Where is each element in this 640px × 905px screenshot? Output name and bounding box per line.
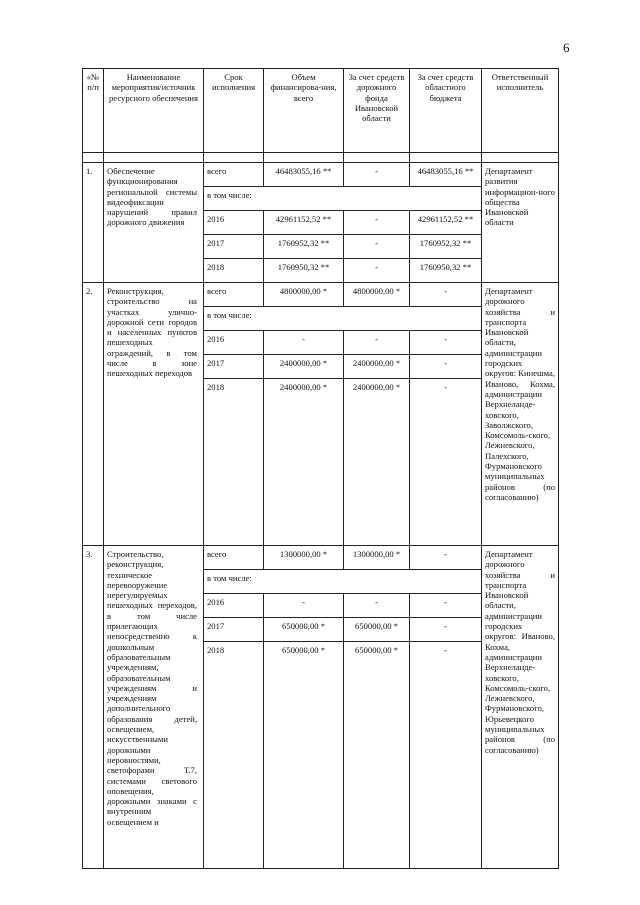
row-num: 3.: [83, 546, 104, 869]
header-road-fund: За счет средств дорожного фонда Ивановской области: [344, 69, 410, 153]
row-responsible: Департамент дорожного хозяйства и транспорта Ивановской области, администрации городских округов: Иваново, Кохма, администрации Верхнеланде-ховского, Комсомоль-ского, Лежневского, Фурмановского, Юрьевецкого муниципальных районов (по согласованию): [482, 546, 559, 869]
row-responsible: Департамент дорожного хозяйства и транспорта Ивановской области, администрации городских округов: Кинешма, Иваново, Кохма, администрации Верхнеланде-ховского, Заволжского, Комсомоль-ского, Лежневского, Палехского, Фурмановского муниципальных районов (по согласованию): [482, 283, 559, 546]
in-total-label: в том числе:: [204, 570, 482, 594]
period-total: 650000,00 *: [264, 642, 344, 869]
period-term: 2016: [204, 331, 264, 355]
period-total: 2400000,00 *: [264, 355, 344, 379]
period-total: 46483055,16 **: [264, 163, 344, 187]
period-total: 2400000,00 *: [264, 379, 344, 546]
period-term: 2018: [204, 259, 264, 283]
period-regional: -: [410, 331, 482, 355]
header-responsible: Ответственный исполнитель: [482, 69, 559, 153]
period-total: -: [264, 331, 344, 355]
table-header-row: [83, 69, 559, 153]
header-num: «№ п/п: [83, 69, 104, 153]
period-regional: -: [410, 379, 482, 546]
period-regional: 42961152,52 **: [410, 211, 482, 235]
row-name: Обеспечение функционирования региональной системы видеофиксации нарушений правил дорожного движения: [104, 163, 204, 283]
period-regional: 1760952,32 **: [410, 235, 482, 259]
row-name: Строительство, реконструкция, техническое перевооружение нерегулируемых пешеходных переходов, в том числе прилегающих непосредственно к дошкольным образовательным учреждениям, образовательным учреждениям и учреждениям дополнительного образования детей, освещением, искусственными дорожными неровностями, светофорами Т.7, системами светового оповещения, дорожными знаками с внутренним освещением и: [104, 546, 204, 869]
period-term: 2016: [204, 211, 264, 235]
header-regional: За счет средств областного бюджета: [410, 69, 482, 153]
period-term: 2017: [204, 355, 264, 379]
period-regional: 1760950,32 **: [410, 259, 482, 283]
period-term: 2017: [204, 235, 264, 259]
period-term: 2018: [204, 379, 264, 546]
period-total: 1760950,32 **: [264, 259, 344, 283]
period-total: 4800000,00 *: [264, 283, 344, 307]
period-regional: -: [410, 642, 482, 869]
period-total: -: [264, 594, 344, 618]
row-num: 1.: [83, 163, 104, 283]
period-road-fund: -: [344, 163, 410, 187]
period-regional: -: [410, 283, 482, 307]
period-road-fund: -: [344, 331, 410, 355]
row-num: 2.: [83, 283, 104, 546]
period-regional: -: [410, 546, 482, 570]
period-road-fund: -: [344, 594, 410, 618]
period-road-fund: 650000,00 *: [344, 642, 410, 869]
period-road-fund: -: [344, 235, 410, 259]
in-total-label: в том числе:: [204, 307, 482, 331]
header-total: Объем финансирова-ния, всего: [264, 69, 344, 153]
period-total: 1300000,00 *: [264, 546, 344, 570]
period-road-fund: 2400000,00 *: [344, 379, 410, 546]
period-road-fund: 2400000,00 *: [344, 355, 410, 379]
row-responsible: Департамент развития информацион-ного общества Ивановской области: [482, 163, 559, 283]
table-row: [83, 546, 559, 570]
period-term: 2016: [204, 594, 264, 618]
table-row: [83, 283, 559, 307]
period-term: 2018: [204, 642, 264, 869]
period-road-fund: 1300000,00 *: [344, 546, 410, 570]
period-road-fund: 650000,00 *: [344, 618, 410, 642]
period-term: всего: [204, 163, 264, 187]
period-term: всего: [204, 546, 264, 570]
period-regional: 46483055,16 **: [410, 163, 482, 187]
row-name: Реконструкция, строительство на участках улично-дорожной сети городов и населенных пунктов пешеходных ограждений, в том числе в зоне пешеходных переходов: [104, 283, 204, 546]
period-total: 650000,00 *: [264, 618, 344, 642]
period-term: 2017: [204, 618, 264, 642]
header-name: Наименование мероприятия/источник ресурсного обеспечения: [104, 69, 204, 153]
page-number: 6: [563, 40, 570, 55]
header-term: Срок исполнения: [204, 69, 264, 153]
period-total: 42961152,52 **: [264, 211, 344, 235]
period-regional: -: [410, 618, 482, 642]
funding-table: [82, 68, 559, 869]
period-regional: -: [410, 594, 482, 618]
table-row: [83, 163, 559, 187]
period-road-fund: 4800000,00 *: [344, 283, 410, 307]
in-total-label: в том числе:: [204, 187, 482, 211]
period-road-fund: -: [344, 259, 410, 283]
period-term: всего: [204, 283, 264, 307]
period-total: 1760952,32 **: [264, 235, 344, 259]
period-regional: -: [410, 355, 482, 379]
separator-row: [83, 153, 559, 163]
period-road-fund: -: [344, 211, 410, 235]
